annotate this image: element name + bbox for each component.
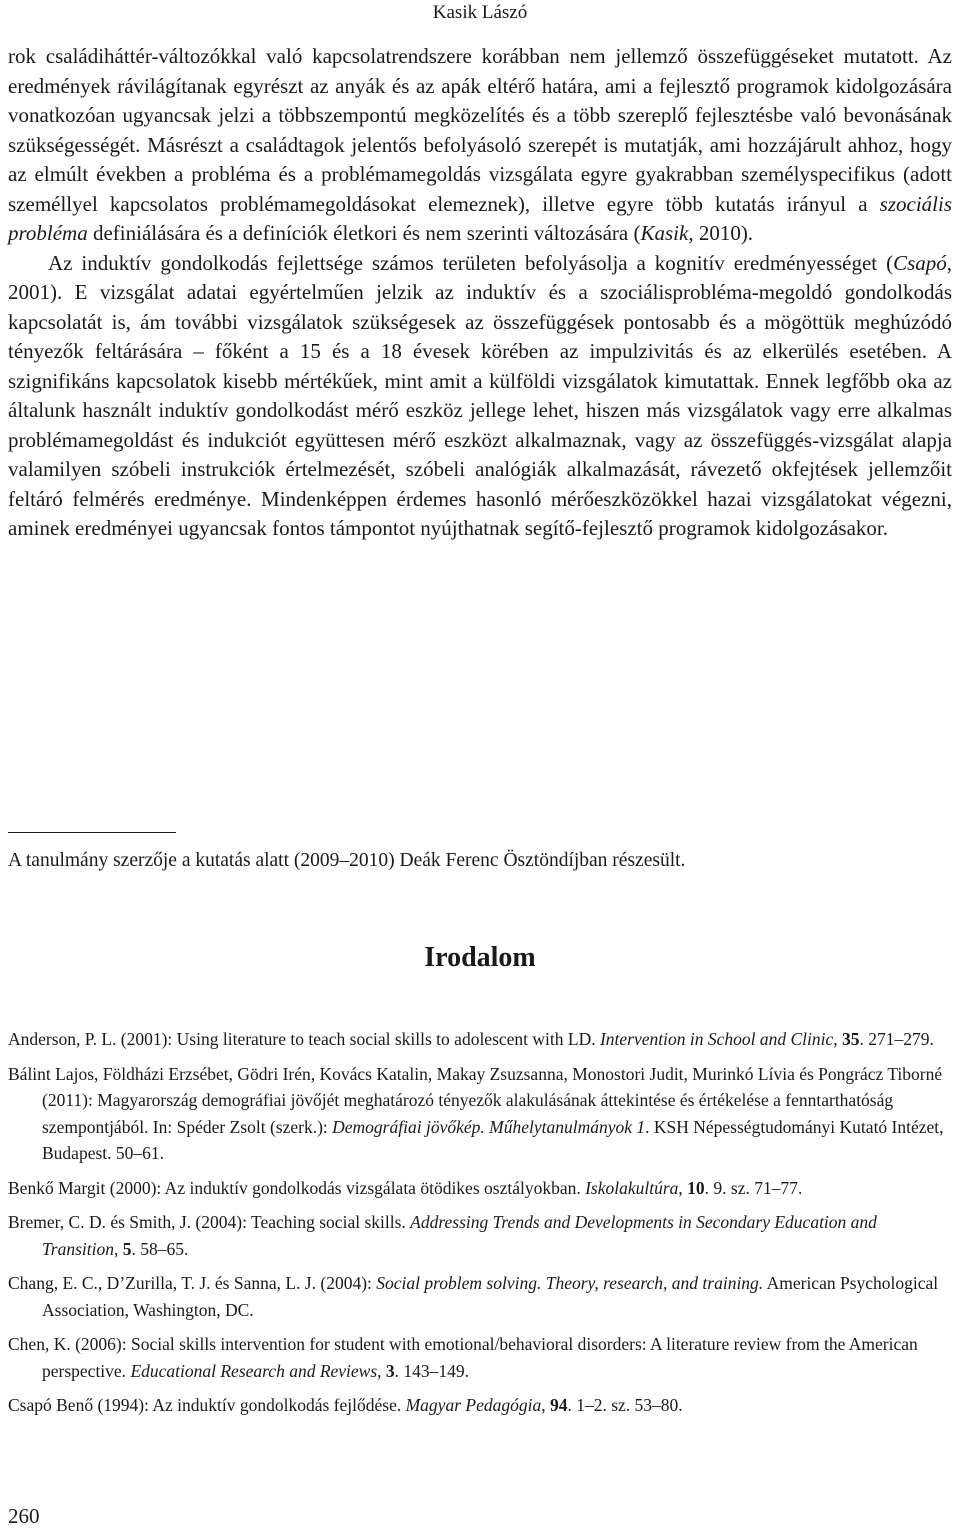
text-run: , xyxy=(678,1177,688,1198)
italic-text: Demográfiai jövőkép. Műhelytanulmányok 1 xyxy=(332,1116,646,1137)
reference-item xyxy=(8,1209,952,1262)
text-run: rok családiháttér-változókkal való kapcsolatrendszere korábban nem jellemző összefüggéseket mutatott. Az eredmények rávilágítanak egyrészt az anyák és az apák eltérő határa, ami a fejlesztő programok kidolgozására vonatkozóan ugyancsak jelzi a többszempontú megközelítés és a több szereplő fejlesztésbe való bevonásának szükségességét. Másrészt a családtagok jelentős befolyásoló szerepét is mutatják, ami hozzájárult ahhoz, hogy az elmúlt években a probléma és a problémamegoldás vizsgálata egyre gyakrabban személyspecifikus (adott személlyel kapcsolatos problémamegoldásokat elemeznek), illetve egyre több kutatás irányul a xyxy=(8,44,952,216)
italic-text: Iskolakultúra xyxy=(585,1177,679,1198)
text-run: Csapó Benő (1994): Az induktív gondolkodás fejlődése. xyxy=(8,1395,406,1415)
body-text xyxy=(8,42,952,544)
reference-item xyxy=(8,1026,952,1053)
page-number: 260 xyxy=(8,1504,40,1528)
text-run: definiálására és a definíciók életkori és nem szerinti változására ( xyxy=(87,221,641,245)
text-run: , xyxy=(833,1029,843,1049)
italic-text: Magyar Pedagógia xyxy=(405,1395,542,1415)
text-run: American Psychological Association, Washington, DC. xyxy=(42,1273,939,1320)
text-run: Chen, K. (2006): Social skills intervention for student with emotional/behavioral disorders: A literature review from the American perspective. xyxy=(8,1334,918,1381)
text-run: , 2001). E vizsgálat adatai egyértelműen jelzik az induktív és a szociálisprobléma-megoldó gondolkodás kapcsolatát is, ám további vizsgálatok szükségesek az összefüggések pontosabb és a mögöttük meghúzódó tényezők feltárására – főként a 15 és a 18 évesek körében az impulzivitás és az elkerülés esetében. A szignifikáns kapcsolatok kisebb mértékűek, mint amit a külföldi vizsgálatok kimutattak. Ennek legfőbb oka az általunk használt induktív gondolkodást mérő eszköz jellege lehet, hiszen más vizsgálatok vagy erre alkalmas problémamegoldást és indukciót együttesen mérő eszközt alkalmaznak, vagy az összefüggés-vizsgálat alapja valamilyen szóbeli instrukciók értelmezését, szóbeli analógiák alkalmazását, rávezető okfejtések jellemzőit feltáró felmérés eredménye. Mindenképpen érdemes hasonló mérőeszközökkel hazai vizsgálatokat végezni, aminek eredményei ugyancsak fontos támpontot nyújthatnak segítő-fejlesztő programok kidolgozásakor. xyxy=(8,250,952,540)
text-run: , xyxy=(541,1395,550,1415)
bold-text: 35 xyxy=(842,1029,860,1049)
italic-text: szociális probléma xyxy=(8,191,952,245)
text-run: Anderson, P. L. (2001): Using literature to teach social skills to adolescent with LD. xyxy=(8,1029,600,1049)
italic-text: Intervention in School and Clinic xyxy=(599,1029,834,1049)
paragraph xyxy=(8,249,952,544)
reference-item xyxy=(8,1331,952,1384)
bold-text: 10 xyxy=(687,1177,705,1198)
text-run: Benkő Margit (2000): Az induktív gondolkodás vizsgálata ötödikes osztályokban. xyxy=(8,1177,586,1198)
text-run: . 9. sz. 71–77. xyxy=(704,1177,803,1198)
reference-list xyxy=(8,1026,952,1427)
text-run: Chang, E. C., D’Zurilla, T. J. és Sanna, L. J. (2004): xyxy=(8,1273,377,1293)
text-run: . 143–149. xyxy=(394,1360,470,1381)
text-run: Bremer, C. D. és Smith, J. (2004): Teaching social skills. xyxy=(8,1212,411,1232)
reference-item xyxy=(8,1392,952,1419)
text-run: Az induktív gondolkodás fejlettsége számos területen befolyásolja a kognitív eredményességet ( xyxy=(48,250,894,275)
footnote-separator xyxy=(8,832,176,833)
text-run: . KSH Népességtudományi Kutató Intézet, Budapest. 50–61. xyxy=(42,1116,944,1163)
italic-text: Social problem solving. Theory, research, and training. xyxy=(376,1273,764,1293)
bold-text: 3 xyxy=(385,1360,395,1381)
italic-text: Csapó xyxy=(893,250,947,275)
bold-text: 94 xyxy=(549,1395,568,1415)
text-run: Bálint Lajos, Földházi Erzsébet, Gödri Irén, Kovács Katalin, Makay Zsuzsanna, Monostori Judit, Murinkó Lívia és Pongrácz Tiborné (2011): Magyarország demográfiai jövőjét meghatározó tényezők alakulásának áttekintése és értékelése a fenntarthatóság szempontjából. In: Spéder Zsolt (szerk.): xyxy=(8,1063,943,1137)
bold-text: 5 xyxy=(122,1238,132,1259)
reference-item xyxy=(8,1061,952,1167)
text-run: , xyxy=(113,1238,123,1259)
text-run: . 271–279. xyxy=(859,1029,934,1049)
text-run: . 1–2. sz. 53–80. xyxy=(567,1395,683,1415)
running-head: Kasik Lászó xyxy=(432,2,528,23)
paragraph xyxy=(8,42,952,249)
italic-text: Addressing Trends and Developments in Secondary Education and Transition xyxy=(42,1212,877,1259)
italic-text: Kasik xyxy=(640,221,689,245)
footnote: A tanulmány szerzője a kutatás alatt (2009–2010) Deák Ferenc Ösztöndíjban részesült. xyxy=(8,850,686,871)
text-run: , xyxy=(377,1360,386,1381)
section-title: Irodalom xyxy=(424,942,536,973)
italic-text: Educational Research and Reviews xyxy=(130,1360,378,1381)
text-run: . 58–65. xyxy=(131,1238,189,1259)
reference-item xyxy=(8,1175,952,1202)
reference-item xyxy=(8,1270,952,1323)
text-run: , 2010). xyxy=(688,221,754,245)
